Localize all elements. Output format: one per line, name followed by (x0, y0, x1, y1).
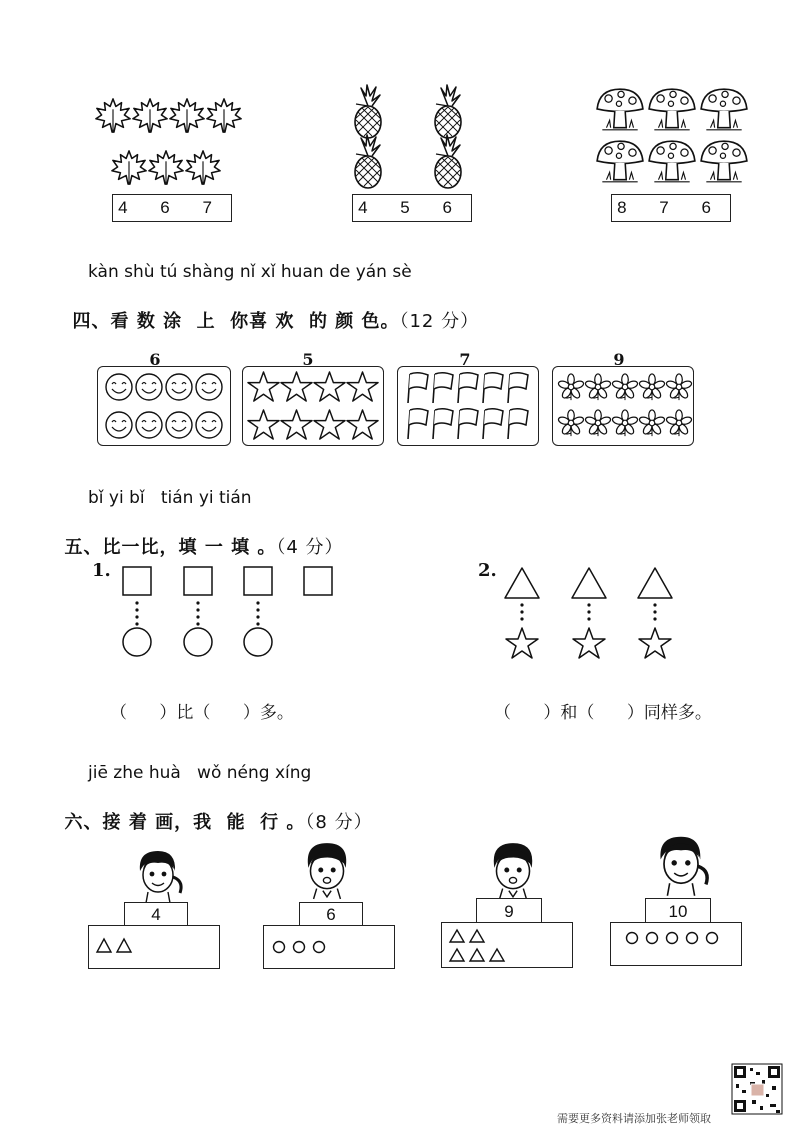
card-3-number: 9 (476, 898, 542, 926)
section6-pinyin: jiē zhe huà wǒ néng xíng (88, 763, 312, 783)
card-4-number: 10 (645, 898, 711, 926)
maple-leaf-icon-group (94, 96, 244, 190)
drawn-triangles (450, 929, 516, 965)
footer-note: 需要更多资料请添加张老师领取 (557, 1112, 711, 1125)
girl-character-icon (128, 845, 188, 905)
triangle-star-matching (505, 566, 677, 664)
mushroom-icon-group (594, 86, 754, 190)
boy-character-icon (296, 838, 358, 902)
section4-title-text: 四、看 数 涂 上 你喜 欢 的 颜 色。 (72, 311, 400, 332)
section6-title-text: 六、接 着 画，我 能 行 。 (64, 812, 306, 833)
card-2-number: 6 (299, 902, 363, 928)
card-1-number: 4 (124, 902, 188, 928)
star-icon-grid (247, 370, 381, 442)
card-1-drawing-area[interactable] (88, 925, 220, 969)
panel-number: 5 (302, 350, 314, 369)
girl-character-icon (646, 830, 716, 898)
star-panel[interactable] (242, 366, 384, 446)
card-2-drawing-area[interactable] (263, 925, 395, 969)
panel-number: 9 (613, 350, 625, 369)
question-1-label: 1. (92, 560, 111, 581)
section5-pinyin: bǐ yi bǐ tián yi tián (88, 488, 252, 508)
flag-icon-grid (404, 371, 534, 443)
drawn-circles (625, 931, 735, 947)
section5-title-text: 五、比一比，填 一 填 。 (64, 537, 277, 558)
panel-number: 6 (149, 350, 161, 369)
square-circle-matching (120, 564, 336, 660)
section5-title (50, 512, 344, 559)
card-4-drawing-area[interactable] (610, 922, 742, 966)
section4-pinyin: kàn shù tú shàng nǐ xǐ huan de yán sè (88, 262, 412, 282)
drawn-triangles (97, 938, 137, 956)
section5-points: （4 分） (276, 537, 344, 558)
section4-points: （12 分） (399, 311, 480, 332)
panel-number: 7 (459, 350, 471, 369)
qr-code-icon (732, 1064, 782, 1114)
boy-character-icon (482, 838, 544, 902)
question-1-sentence[interactable]: （ ）比（ ）多。 (110, 703, 294, 723)
flower-panel[interactable] (552, 366, 694, 446)
section6-points: （8 分） (305, 812, 373, 833)
card-3-drawing-area[interactable] (441, 922, 573, 968)
question-2-sentence[interactable]: （ ）和（ ）同样多。 (494, 703, 712, 723)
answer-box-leaves[interactable]: 4 6 7 (112, 194, 232, 222)
smiley-panel[interactable] (97, 366, 231, 446)
smiley-icon-grid (104, 372, 226, 442)
flower-icon-grid (557, 373, 691, 443)
question-2-label: 2. (478, 560, 497, 581)
section4-title (58, 286, 479, 333)
answer-box-pineapples[interactable]: 4 5 6 (352, 194, 472, 222)
pineapple-icon-group (350, 84, 470, 190)
section6-title (50, 787, 373, 834)
flag-panel[interactable] (397, 366, 539, 446)
drawn-circles (272, 940, 336, 956)
answer-box-mushrooms[interactable]: 8 7 6 (611, 194, 731, 222)
